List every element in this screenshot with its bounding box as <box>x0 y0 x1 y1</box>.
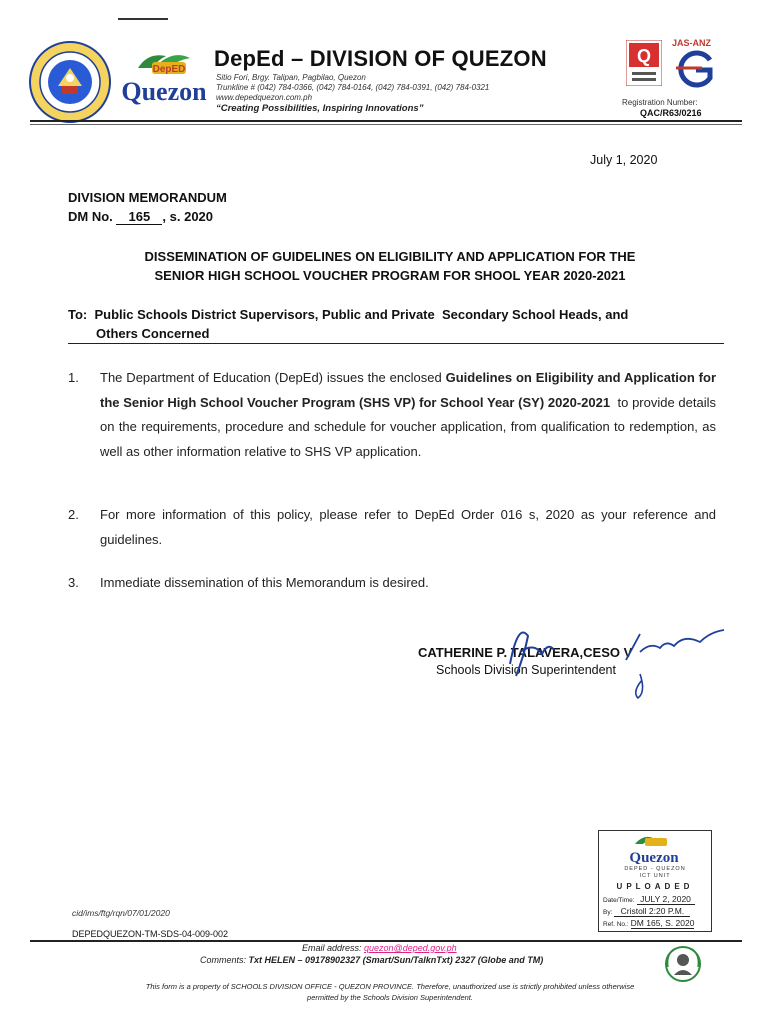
document-id: DEPEDQUEZON-TM-SDS-04-009-002 <box>72 929 229 939</box>
footer-disclaimer <box>90 981 690 1003</box>
memo-recipients <box>68 305 728 343</box>
uploaded-stamp <box>598 830 712 932</box>
stamp-datetime-label: Date/Time: <box>603 897 635 904</box>
dm-prefix: DM No. <box>68 209 113 224</box>
paragraph-text <box>100 366 720 464</box>
paragraph-text: Immediate dissemination of this Memorandum is desired. <box>100 575 429 590</box>
to-line-2: Others Concerned <box>96 326 210 341</box>
deped-seal-icon <box>28 40 112 124</box>
stamp-by-label: By: <box>603 909 613 916</box>
stamp-line-2: ICT UNIT <box>639 873 671 879</box>
dm-suffix: , s. 2020 <box>162 209 214 224</box>
footer-seal-icon <box>664 945 702 983</box>
memo-date: July 1, 2020 <box>590 153 658 167</box>
footer-divider <box>30 940 742 942</box>
motto: “Creating Possibilities, Inspiring Innovations” <box>216 103 424 114</box>
paragraph-text: For more information of this policy, please refer to DepEd Order 016 s, 2020 as your reference and guidelines. <box>100 507 716 547</box>
email-link[interactable]: quezon@deped.gov.ph <box>364 943 457 953</box>
email-label: Email address: <box>302 943 365 953</box>
qaccs-cert-logo-icon <box>626 40 662 86</box>
stamp-logo-icon <box>627 834 681 864</box>
dm-number: 165 <box>116 209 162 225</box>
signatory-name: CATHERINE P. TALAVERA,CESO V <box>418 645 633 660</box>
address-line-2: Trunkline # (042) 784-0366, (042) 784-0164, (042) 784-0391, (042) 784-0321 <box>216 83 490 92</box>
registration-label: Registration Number: <box>622 98 698 107</box>
paragraph-1-pre: The Department of Education (DepEd) issues the enclosed <box>100 370 446 385</box>
disclaimer-line-1: This form is a property of SCHOOLS DIVISION OFFICE - QUEZON PROVINCE. Therefore, unauthorized use is strictly prohibited unless otherwise <box>145 982 635 991</box>
header-divider-thin <box>30 124 742 125</box>
paragraph-1-bold: Guidelines on Eligibility and Application for the Senior High School Voucher Program (SHS VP) for School Year (SY) 2020-2021 <box>100 370 717 410</box>
address-line-1: Sitio Fori, Brgy. Talipan, Pagbilao, Quezon <box>216 73 366 82</box>
svg-text:Quezon: Quezon <box>629 850 679 864</box>
logo-text-bottom: Quezon <box>121 77 207 106</box>
header-divider <box>30 120 742 122</box>
logo-text-top: DepED <box>152 64 186 75</box>
decorative-top-line <box>118 18 168 20</box>
paragraph-number: 2. <box>68 507 79 522</box>
stamp-ref-value: DM 165, S. 2020 <box>630 918 695 928</box>
subject-line-2: SENIOR HIGH SCHOOL VOUCHER PROGRAM FOR SHOOL YEAR 2020-2021 <box>154 268 626 283</box>
handwritten-signature-icon <box>490 612 730 702</box>
registration-number: QAC/R63/0216 <box>640 108 702 118</box>
signatory-position: Schools Division Superintendent <box>436 663 616 677</box>
paragraph-3 <box>68 571 728 597</box>
memo-number-line <box>68 209 213 225</box>
subject-line-1: DISSEMINATION OF GUIDELINES ON ELIGIBILITY AND APPLICATION FOR THE <box>144 249 636 264</box>
stamp-ref-label: Ref. No.: <box>603 921 629 928</box>
memo-type: DIVISION MEMORANDUM <box>68 190 227 205</box>
stamp-by-row <box>603 906 690 917</box>
to-line-1: To: Public Schools District Supervisors, Public and Private Secondary School Heads, and <box>68 307 629 322</box>
page-title: DepEd – DIVISION OF QUEZON <box>214 46 547 71</box>
footer-email-line <box>302 943 457 953</box>
paragraph-2 <box>68 503 728 555</box>
stamp-by-value: Cristoll 2:20 P.M. <box>614 906 690 917</box>
comments-text: Txt HELEN – 09178902327 (Smart/Sun/TalknTxt) 2327 (Globe and TM) <box>248 955 544 965</box>
cert-label: JAS-ANZ <box>672 38 712 48</box>
footer-comments-line <box>200 955 543 965</box>
deped-quezon-logo-icon <box>118 50 210 108</box>
paragraph-number: 3. <box>68 575 79 590</box>
svg-text:Q: Q <box>636 46 652 66</box>
disclaimer-line-2: permitted by the Schools Division Superintendent. <box>307 993 473 1002</box>
stamp-line-1: DEPED - QUEZON <box>624 866 686 872</box>
comments-label: Comments: <box>200 955 249 965</box>
paragraph-1 <box>68 366 728 490</box>
stamp-datetime-value: JULY 2, 2020 <box>637 894 695 905</box>
recipients-divider <box>68 343 724 344</box>
memo-subject <box>80 247 700 285</box>
stamp-datetime-row <box>603 894 695 905</box>
paragraph-number: 1. <box>68 370 79 385</box>
reference-initials: cid/ims/ftg/rqn/07/01/2020 <box>72 908 170 918</box>
stamp-ref-row <box>603 918 694 929</box>
paragraph-1-post: to provide details on the requirements, procedure and schedule for voucher application, from qualification to redemption, as well as other information relative to SHS VP application. <box>100 394 720 459</box>
stamp-status: UPLOADED <box>616 882 694 891</box>
jas-anz-logo-icon <box>672 50 716 88</box>
website: www.depedquezon.com.ph <box>216 93 313 102</box>
